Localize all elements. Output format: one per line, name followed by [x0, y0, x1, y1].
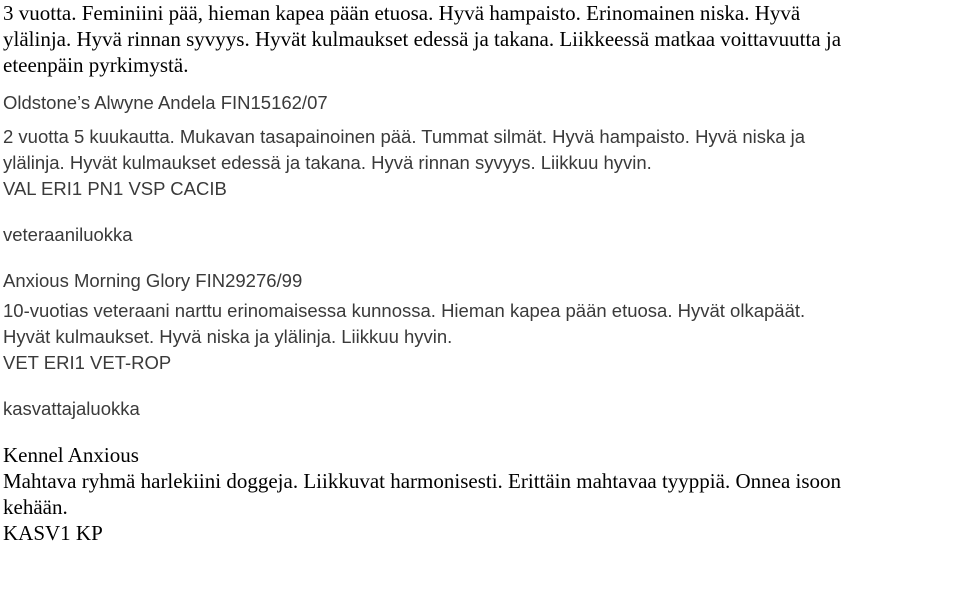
spacer [3, 202, 958, 222]
spacer [3, 376, 958, 396]
intro-critique [3, 0, 958, 78]
critique-oldstone-line-1: 2 vuotta 5 kuukautta. Mukavan tasapainoinen pää. Tummat silmät. Hyvä hampaisto. Hyvä niska ja [3, 126, 806, 147]
spacer [3, 78, 958, 90]
intro-line-2: ylälinja. Hyvä rinnan syvyys. Hyvät kulmaukset edessä ja takana. Liikkeessä matkaa voittavuutta ja [3, 27, 842, 51]
entry-oldstone [3, 90, 958, 202]
critique-oldstone-line-2: ylälinja. Hyvät kulmaukset edessä ja takana. Hyvä rinnan syvyys. Liikkuu hyvin. [3, 152, 652, 173]
spacer [3, 248, 958, 268]
intro-line-1: 3 vuotta. Feminiini pää, hieman kapea pään etuosa. Hyvä hampaisto. Erinomainen niska. Hyvä [3, 1, 801, 25]
result-kennel: KASV1 KP [3, 521, 103, 545]
kennel-name: Kennel Anxious [3, 443, 139, 467]
critique-kennel-line-2: kehään. [3, 495, 68, 519]
intro-line-3: eteenpäin pyrkimystä. [3, 53, 189, 77]
dog-name-oldstone: Oldstone’s Alwyne Andela FIN15162/07 [3, 92, 328, 113]
result-morning-glory: VET ERI1 VET-ROP [3, 352, 172, 373]
document-body [3, 0, 958, 546]
critique-morning-glory-line-2: Hyvät kulmaukset. Hyvä niska ja ylälinja. Liikkuu hyvin. [3, 326, 453, 347]
critique-morning-glory-line-1: 10-vuotias veteraani narttu erinomaisessa kunnossa. Hieman kapea pään etuosa. Hyvät olkapäät. [3, 300, 806, 321]
entry-anxious-morning-glory [3, 268, 958, 376]
spacer [3, 422, 958, 442]
critique-kennel-line-1: Mahtava ryhmä harlekiini doggeja. Liikkuvat harmonisesti. Erittäin mahtavaa tyyppiä. Onnea isoon [3, 469, 842, 493]
dog-name-morning-glory: Anxious Morning Glory FIN29276/99 [3, 270, 303, 291]
class-label-breeder: kasvattajaluokka [3, 398, 140, 419]
result-oldstone: VAL ERI1 PN1 VSP CACIB [3, 178, 227, 199]
class-label-veteran: veteraaniluokka [3, 224, 133, 245]
entry-kennel-anxious [3, 442, 958, 546]
